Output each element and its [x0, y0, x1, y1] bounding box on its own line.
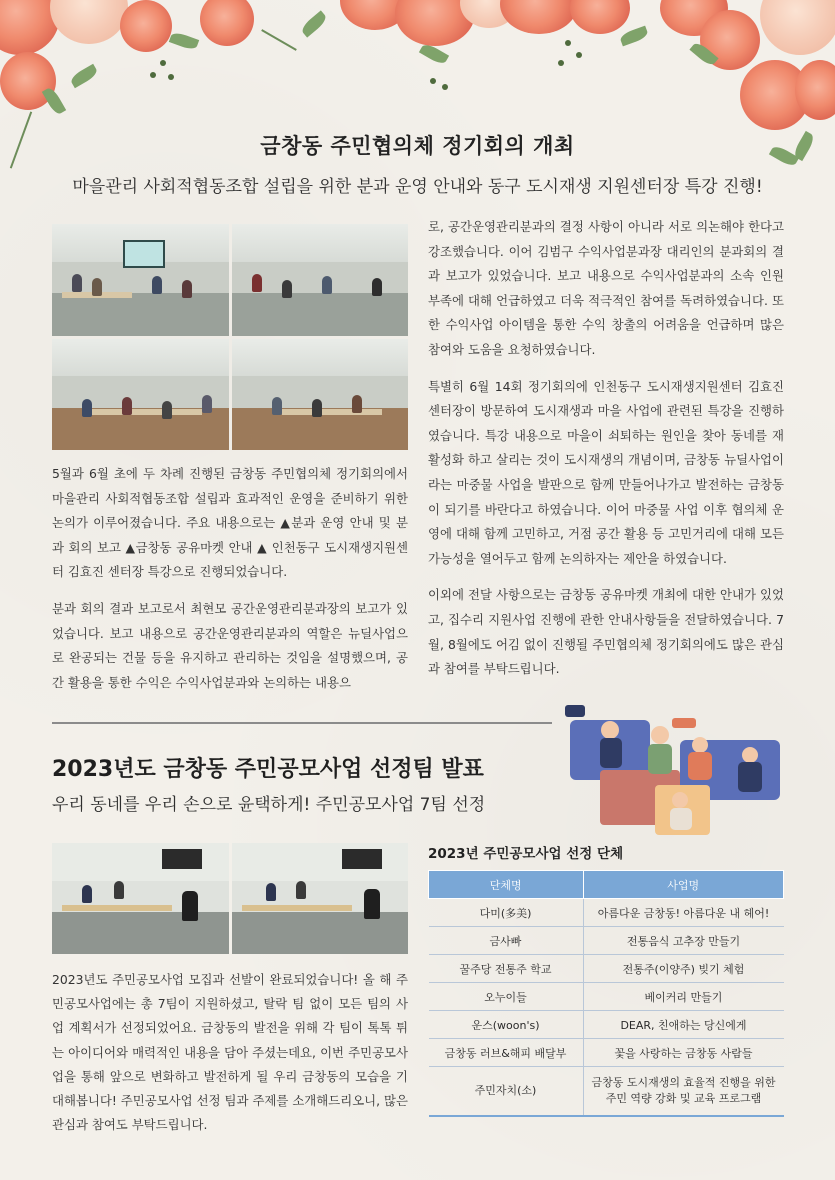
- project-name-cell: 전통음식 고추장 만들기: [583, 927, 784, 955]
- team-name-cell: 오누이들: [429, 983, 584, 1011]
- paragraph: 분과 회의 결과 보고로서 최현모 공간운영관리분과장의 보고가 있었습니다. 보고 내용으로 공간운영관리분과의 역할은 뉴딜사업으로 완공되는 건물 등을 유지하고 관리하는 것임을 설명했으며, 공간 활용을 통한 수익은 수익사업분과와 논의하는 내용으: [52, 600, 408, 690]
- paragraph: 2023년도 주민공모사업 모집과 선발이 완료되었습니다! 올 해 주민공모사업에는 총 7팀이 지원하셨고, 탈락 팀 없이 모든 팀의 사업 계획서가 선정되었어요. 금창동의 발전을 위해 각 팀이 톡톡 튀는 아이디어와 매력적인 내용을 담아 주셨는데요, 이번 주민공모사업을 통해 앞으로 변화하고 발전하게 될 우리 금창동의 모습을 기대해봅니다! 주민공모사업 선정 팀과 주제를 소개해드리오니, 많은 관심과 참여도 부탁드립니다.: [52, 972, 408, 1133]
- team-name-cell: 금사빠: [429, 927, 584, 955]
- article1-left-column: [52, 462, 408, 707]
- team-name-cell: 다미(多美): [429, 899, 584, 927]
- meeting-photo-collage: [52, 224, 408, 450]
- paragraph: 로, 공간운영관리분과의 결정 사항이 아니라 서로 의논해야 한다고 강조했습니다. 이어 김범구 수익사업분과장 대리인의 분과회의 결과 보고가 있었습니다. 보고 내용으로 수익사업분과의 소속 인원 부족에 대해 언급하였고 더욱 적극적인 참여를 독려하였습니다. 또한 수익사업 아이템을 통한 수익 창출의 어려움을 언급하며 많은 참여와 도움을 요청하였습니다.: [428, 219, 784, 357]
- table-row: [429, 1067, 784, 1117]
- meeting-photo: [232, 224, 409, 336]
- project-name-cell: 아름다운 금창동! 아름다운 내 헤어!: [583, 899, 784, 927]
- table-row: [429, 955, 784, 983]
- table-row: [429, 983, 784, 1011]
- article2-text: [52, 968, 408, 1149]
- selection-table-title: 2023년 주민공모사업 선정 단체: [428, 846, 624, 862]
- article2-title: 2023년도 금창동 주민공모사업 선정팀 발표: [52, 757, 484, 782]
- article1-title: 금창동 주민협의체 정기회의 개최: [260, 134, 575, 158]
- table-row: [429, 1011, 784, 1039]
- paragraph: 특별히 6월 14회 정기회의에 인천동구 도시재생지원센터 김효진 센터장이 방문하여 도시재생과 마을 사업에 관련된 특강을 진행하였습니다. 특강 내용으로 마을이 쇠퇴하는 원인을 찾아 동네를 재활성화 하고 살리는 것이 도시재생의 개념이며, 금창동 뉴딜사업이라는 마중물 사업을 발판으로 함께 만들어나가고 발전하는 금창동이 되기를 바란다고 하였습니다. 이어 마중물 사업 이후 협의체 운영에 대해 함께 고민하고, 거점 공간 활용 등 고민거리에 대해 모든 가능성을 열어두고 함께 논의하자는 제안을 하였습니다.: [428, 378, 784, 566]
- article2-subtitle: 우리 동네를 우리 손으로 윤택하게! 주민공모사업 7팀 선정: [52, 795, 486, 815]
- meeting-photo: [52, 224, 229, 336]
- selection-photo: [232, 843, 409, 954]
- project-name-cell: DEAR, 친애하는 당신에게: [583, 1011, 784, 1039]
- article1-subtitle: 마을관리 사회적협동조합 설립을 위한 분과 운영 안내와 동구 도시재생 지원센터장 특강 진행!: [72, 177, 763, 197]
- team-name-cell: 운스(woon's): [429, 1011, 584, 1039]
- paragraph: 5월과 6월 초에 두 차례 진행된 금창동 주민협의체 정기회의에서 마을관리 사회적협동조합 설립과 효과적인 운영을 준비하기 위한 논의가 이루어졌습니다. 주요 내용으로는 ▲분과 운영 안내 및 분과 회의 보고 ▲금창동 공유마켓 안내 ▲ 인천동구 도시재생지원센터 김효진 센터장 특강으로 진행되었습니다.: [52, 466, 408, 580]
- community-meeting-illustration: [560, 700, 785, 840]
- paragraph: 이외에 전달 사항으로는 금창동 공유마켓 개최에 대한 안내가 있었고, 집수리 지원사업 진행에 관한 안내사항들을 전달하였습니다. 7월, 8월에도 어김 없이 진행될 주민협의체 정기회의에도 많은 관심과 참여를 부탁드립니다.: [428, 587, 784, 677]
- meeting-photo: [232, 339, 409, 451]
- selection-table: [428, 870, 784, 1117]
- team-name-cell: 금창동 러브&해피 배달부: [429, 1039, 584, 1067]
- team-name-cell: 주민자치(소): [429, 1067, 584, 1117]
- section-divider: [52, 722, 552, 724]
- column-header: 단체명: [429, 871, 584, 899]
- project-name-cell: 전통주(이양주) 빚기 체험: [583, 955, 784, 983]
- team-name-cell: 꿀주당 전통주 학교: [429, 955, 584, 983]
- project-name-cell: 베이커리 만들기: [583, 983, 784, 1011]
- table-header-row: [429, 871, 784, 899]
- article1-right-column: [428, 215, 784, 694]
- project-name-cell: 금창동 도시재생의 효율적 진행을 위한 주민 역량 강화 및 교육 프로그램: [583, 1067, 784, 1117]
- table-row: [429, 1039, 784, 1067]
- selection-photo: [52, 843, 229, 954]
- column-header: 사업명: [583, 871, 784, 899]
- table-row: [429, 927, 784, 955]
- meeting-photo: [52, 339, 229, 451]
- selection-photo-row: [52, 843, 408, 954]
- table-row: [429, 899, 784, 927]
- project-name-cell: 꽃을 사랑하는 금창동 사람들: [583, 1039, 784, 1067]
